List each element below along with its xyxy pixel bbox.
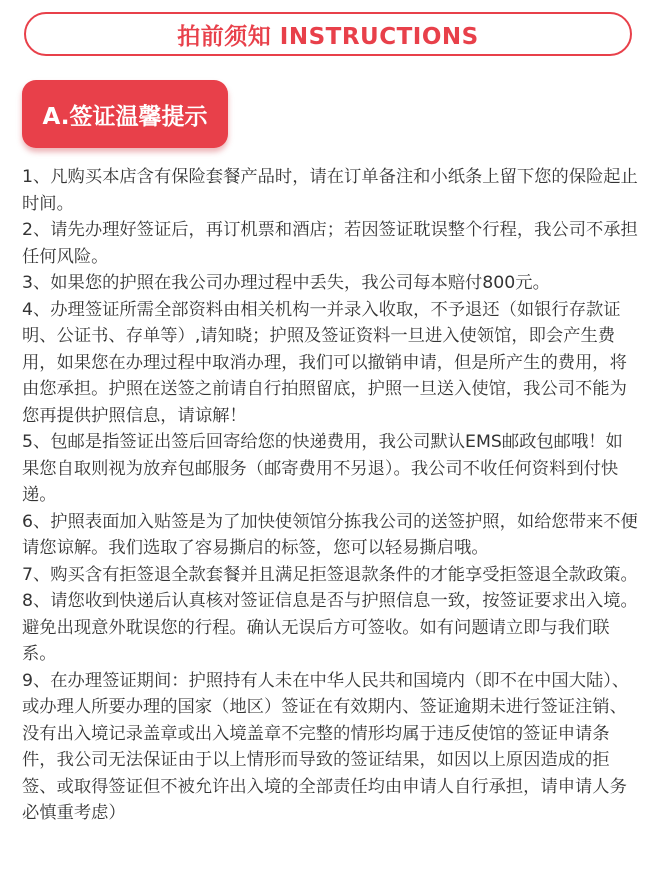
list-item: 2、请先办理好签证后，再订机票和酒店；若因签证耽误整个行程，我公司不承担任何风险。 — [22, 220, 638, 267]
list-item: 4、办理签证所需全部资料由相关机构一并录入收取，不予退还（如银行存款证明、公证书、存单等）,请知晓；护照及签证资料一旦进入使领馆，即会产生费用，如果您在办理过程中取消办理，我们可以撤销申请，但是所产生的费用，将由您承担。护照在送签之前请自行拍照留底，护照一旦送入使馆，我公司不能为您再提供护照信息，请谅解！ — [22, 299, 627, 426]
list-item: 7、购买含有拒签退全款套餐并且满足拒签退款条件的才能享受拒签退全款政策。 — [22, 564, 638, 585]
list-item: 8、请您收到快递后认真核对签证信息是否与护照信息一致，按签证要求出入境。避免出现意外耽误您的行程。确认无误后方可签收。如有问题请立即与我们联系。 — [22, 591, 638, 664]
instructions-list — [22, 164, 640, 827]
section-badge — [22, 80, 228, 148]
list-item: 1、凡购买本店含有保险套餐产品时，请在订单备注和小纸条上留下您的保险起止时间。 — [22, 167, 638, 214]
list-item: 5、包邮是指签证出签后回寄给您的快递费用，我公司默认EMS邮政包邮哦！如果您自取则视为放弃包邮服务（邮寄费用不另退）。我公司不收任何资料到付快递。 — [22, 432, 623, 505]
list-item: 3、如果您的护照在我公司办理过程中丢失，我公司每本赔付800元。 — [22, 273, 550, 293]
header-title: 拍前须知 INSTRUCTIONS — [177, 23, 479, 50]
section-title: A.签证温馨提示 — [42, 103, 208, 130]
list-item: 9、在办理签证期间：护照持有人未在中华人民共和国境内（即不在中国大陆）、或办理人所要办理的国家（地区）签证在有效期内、签证逾期未进行签证注销、没有出入境记录盖章或出入境盖章不完整的情形均属于违反使馆的签证申请条件，我公司无法保证由于以上情形而导致的签证结果，如因以上原因造成的拒签、或取得签证但不被允许出入境的全部责任均由申请人自行承担，请申请人务必慎重考虑） — [22, 670, 630, 823]
instructions-header — [24, 12, 632, 56]
list-item: 6、护照表面加入贴签是为了加快使领馆分拣我公司的送签护照，如给您带来不便请您谅解。我们选取了容易撕启的标签，您可以轻易撕启哦。 — [22, 511, 638, 558]
